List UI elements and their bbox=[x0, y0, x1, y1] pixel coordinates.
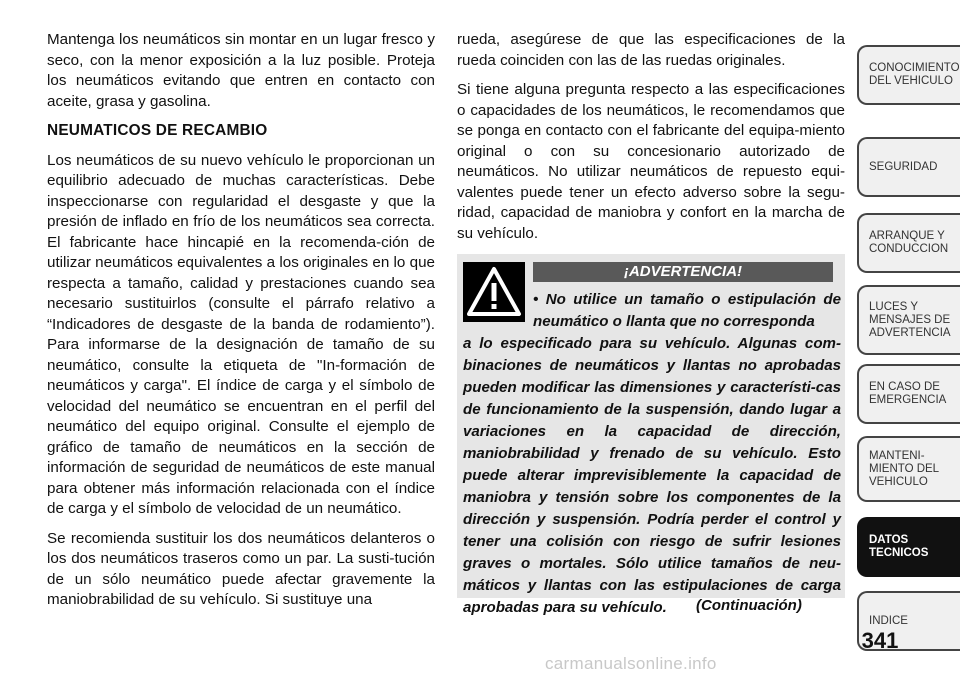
warning-body: a lo especificado para su vehículo. Algunas com-binaciones de neumáticos y llantas no aprobadas pueden modificar las dimensiones y característi-cas de funcionamiento de la suspensión, dando lugar a variaciones en la capacidad de dirección, maniobrabilidad y frenado de su vehículo. Esto puede alterar imprevisiblemente la capacidad de maniobra y tensión sobre los componentes de la dirección y suspensión. Podría perder el control y tener una colisión con riesgo de sufrir lesiones graves o mortales. Sólo utilice tamaños de neu-máticos y llantas con las estipulaciones de carga aprobadas para su vehículo. bbox=[463, 335, 841, 616]
section-heading: NEUMATICOS DE RECAMBIO bbox=[47, 122, 268, 139]
tab-indice[interactable]: INDICE bbox=[857, 591, 960, 651]
tab-arranque[interactable]: ARRANQUE Y CONDUCCION bbox=[857, 213, 960, 273]
warning-bullet: • No utilice un tamaño o estipulación de neumático o llanta que no corresponda bbox=[533, 291, 841, 330]
tab-seguridad[interactable]: SEGURIDAD bbox=[857, 137, 960, 197]
watermark: carmanualsonline.info bbox=[545, 654, 717, 673]
warning-text bbox=[463, 289, 841, 619]
right-paragraph-1: rueda, asegúrese de que las especificaciones de la rueda coinciden con las de las ruedas originales. bbox=[457, 31, 845, 69]
tab-conocimiento[interactable]: CONOCIMIENTO DEL VEHICULO bbox=[857, 45, 960, 105]
continuation-label: (Continuación) bbox=[696, 597, 802, 614]
page-number: 341 bbox=[861, 628, 899, 653]
tab-mantenimiento[interactable]: MANTENI-MIENTO DEL VEHICULO bbox=[857, 436, 960, 502]
right-paragraph-2: Si tiene alguna pregunta respecto a las especificaciones o capacidades de los neumáticos, le recomendamos que se ponga en contacto con el fabricante del equipa-miento original o con su concesionario autorizado de neumáticos. No utilizar neumáticos de repuesto equi-valentes puede tener un efecto adverso sobre la segu-ridad, capacidad de maniobra y confort en la marcha de su vehículo. bbox=[457, 81, 845, 242]
tab-datos-tecnicos[interactable]: DATOS TECNICOS bbox=[857, 517, 960, 577]
tab-emergencia[interactable]: EN CASO DE EMERGENCIA bbox=[857, 364, 960, 424]
tab-luces[interactable]: LUCES Y MENSAJES DE ADVERTENCIA bbox=[857, 285, 960, 355]
warning-title: ¡ADVERTENCIA! bbox=[533, 262, 833, 282]
left-column bbox=[47, 30, 435, 620]
body-paragraph-2: Se recomienda sustituir los dos neumáticos delanteros o los dos neumáticos traseros como un par. La susti-tución de un sólo neumático puede afectar gravemente la maniobrabilidad de su vehículo. Si sustituye una bbox=[47, 529, 435, 608]
intro-paragraph: Mantenga los neumáticos sin montar en un lugar fresco y seco, con la menor exposición a la luz posible. Proteja los neumáticos evitando que entren en contacto con aceite, grasa y gasolina. bbox=[47, 31, 435, 110]
body-paragraph: Los neumáticos de su nuevo vehículo le proporcionan un equilibrio adecuado de muchas características. Debe inspeccionarse con regularidad el desgaste y que la presión de inflado en frío de los neumáticos sea correcta. El fabricante hace hincapié en la recomenda-ción de utilizar neumáticos equivalentes a los originales en lo que respecta a tamaño, calidad y prestaciones cuando sea necesario sustituirlos (consulte el párrafo relativo a “Indicadores de desgaste de la banda de rodamiento”). Para informarse de la designación de tamaño de su neumático, consulte la etiqueta de "In-formación de neumáticos y carga". El índice de carga y el símbolo de velocidad del neumático se encuentran en el perfil del neumático del equipo original. Consulte el ejemplo de gráfico de tamaño de neumáticos en la sección de información de seguridad de neumáticos de este manual para obtener más información relacionada con el índice de carga y el símbolo de velocidad de un neumático. bbox=[47, 151, 435, 517]
